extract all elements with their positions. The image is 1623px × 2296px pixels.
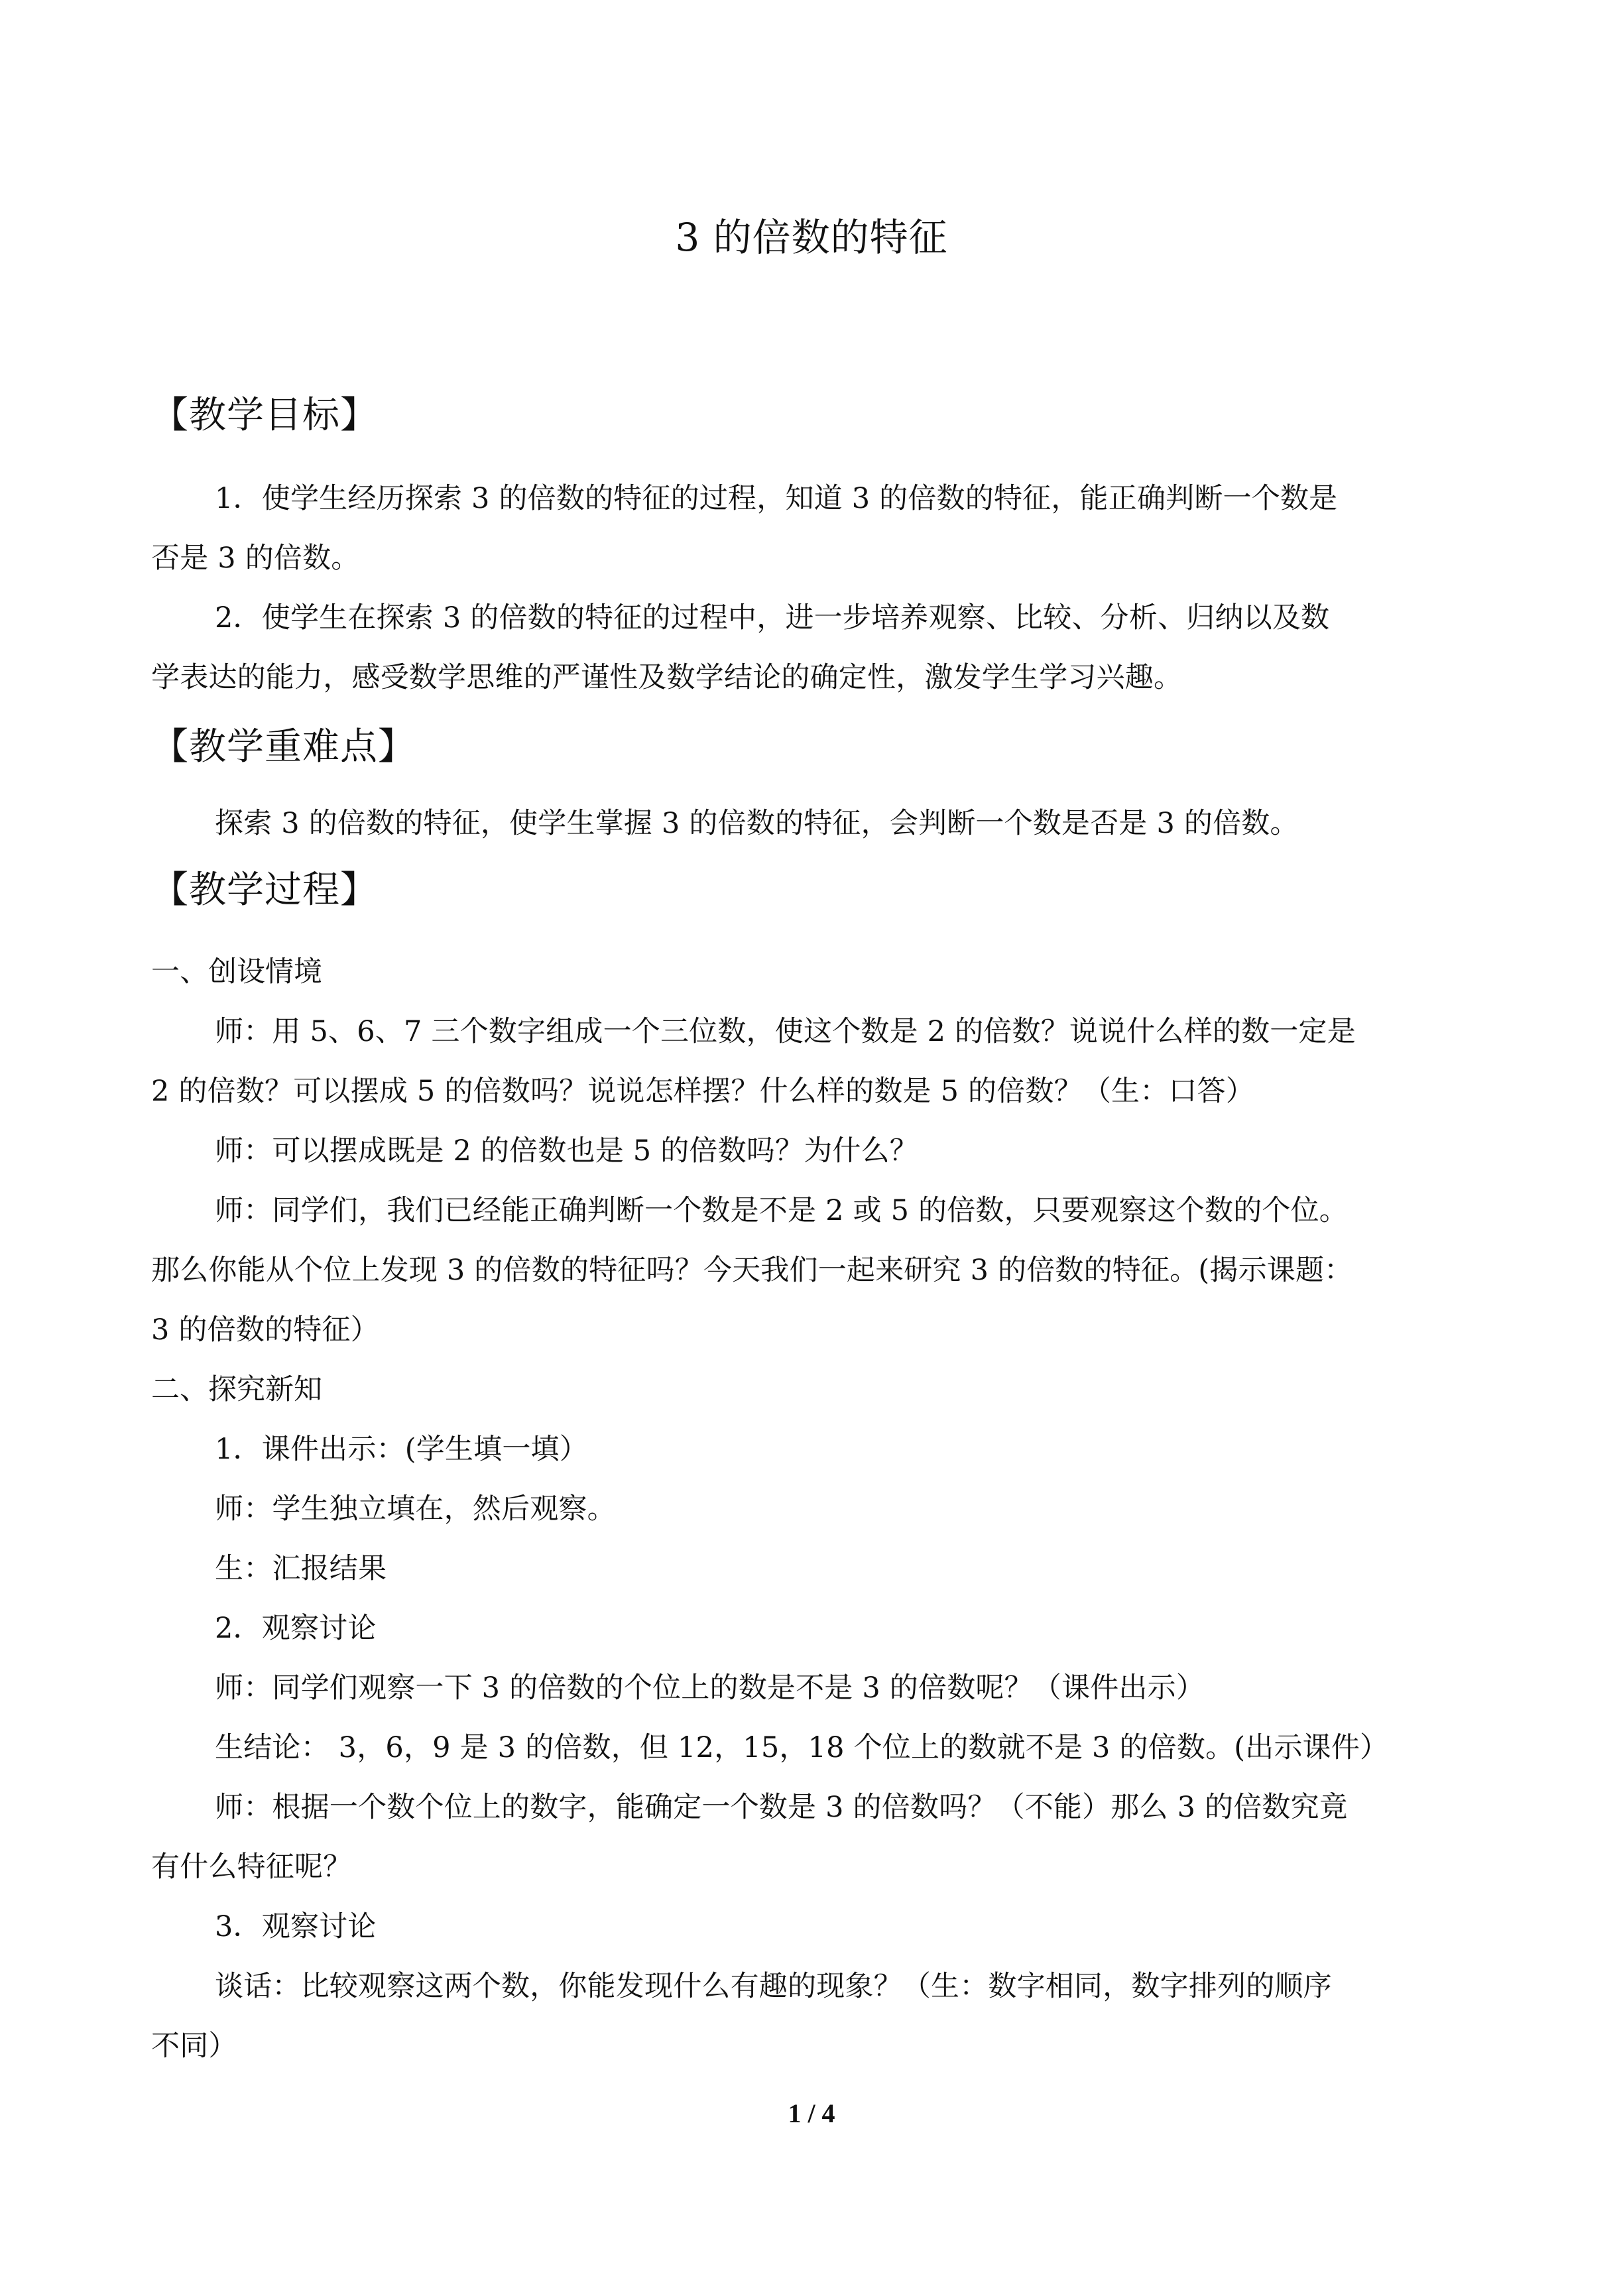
part2-line-10: 谈话：比较观察这两个数，你能发现什么有趣的现象？（生：数字相同，数字排列的顺序 — [215, 1970, 1332, 2003]
part1-line-6: 3 的倍数的特征） — [151, 1313, 379, 1347]
part1-heading: 一、创设情境 — [151, 955, 322, 989]
part1-line-3: 师：可以摆成既是 2 的倍数也是 5 的倍数吗？为什么？ — [215, 1134, 918, 1168]
objectives-line-2: 否是 3 的倍数。 — [151, 542, 360, 575]
part1-line-2: 2 的倍数？可以摆成 5 的倍数吗？说说怎样摆？什么样的数是 5 的倍数？（生：口答） — [151, 1075, 1255, 1108]
objectives-heading: 【教学目标】 — [151, 394, 378, 437]
objectives-line-4: 学表达的能力，感受数学思维的严谨性及数学结论的确定性，激发学生学习兴趣。 — [151, 661, 1183, 694]
part2-line-8: 有什么特征呢？ — [151, 1850, 352, 1884]
page-title: 3 的倍数的特征 — [675, 215, 948, 260]
part1-line-1: 师：用 5、6、7 三个数字组成一个三位数，使这个数是 2 的倍数？说说什么样的数一定是 — [215, 1015, 1356, 1048]
part2-line-2: 师：学生独立填在，然后观察。 — [215, 1492, 616, 1526]
part2-line-6: 生结论： 3，6，9 是 3 的倍数，但 12，15，18 个位上的数就不是 3 的倍数。(出示课件） — [215, 1731, 1389, 1764]
page-number: 1 / 4 — [788, 2098, 835, 2128]
key-points-line-1: 探索 3 的倍数的特征，使学生掌握 3 的倍数的特征，会判断一个数是否是 3 的倍数。 — [215, 807, 1299, 840]
part2-line-7: 师：根据一个数个位上的数字，能确定一个数是 3 的倍数吗？（不能）那么 3 的倍数究竟 — [215, 1791, 1348, 1824]
part2-heading: 二、探究新知 — [151, 1373, 322, 1406]
key-points-heading: 【教学重难点】 — [151, 725, 416, 768]
part1-line-4: 师：同学们，我们已经能正确判断一个数是不是 2 或 5 的倍数，只要观察这个数的个位。 — [215, 1194, 1348, 1227]
objectives-line-1: 1．使学生经历探索 3 的倍数的特征的过程，知道 3 的倍数的特征，能正确判断一个数是 — [215, 482, 1338, 515]
part2-line-4: 2．观察讨论 — [215, 1612, 377, 1645]
part2-line-1: 1．课件出示：(学生填一填） — [215, 1433, 588, 1466]
process-heading: 【教学过程】 — [151, 869, 378, 912]
objectives-line-3: 2．使学生在探索 3 的倍数的特征的过程中，进一步培养观察、比较、分析、归纳以及数 — [215, 601, 1330, 634]
part2-line-5: 师：同学们观察一下 3 的倍数的个位上的数是不是 3 的倍数呢？（课件出示） — [215, 1671, 1205, 1705]
part2-line-11: 不同） — [151, 2029, 237, 2063]
part2-line-9: 3．观察讨论 — [215, 1910, 377, 1943]
part2-line-3: 生：汇报结果 — [215, 1552, 387, 1585]
part1-line-5: 那么你能从个位上发现 3 的倍数的特征吗？今天我们一起来研究 3 的倍数的特征。(揭示课题： — [151, 1254, 1353, 1287]
